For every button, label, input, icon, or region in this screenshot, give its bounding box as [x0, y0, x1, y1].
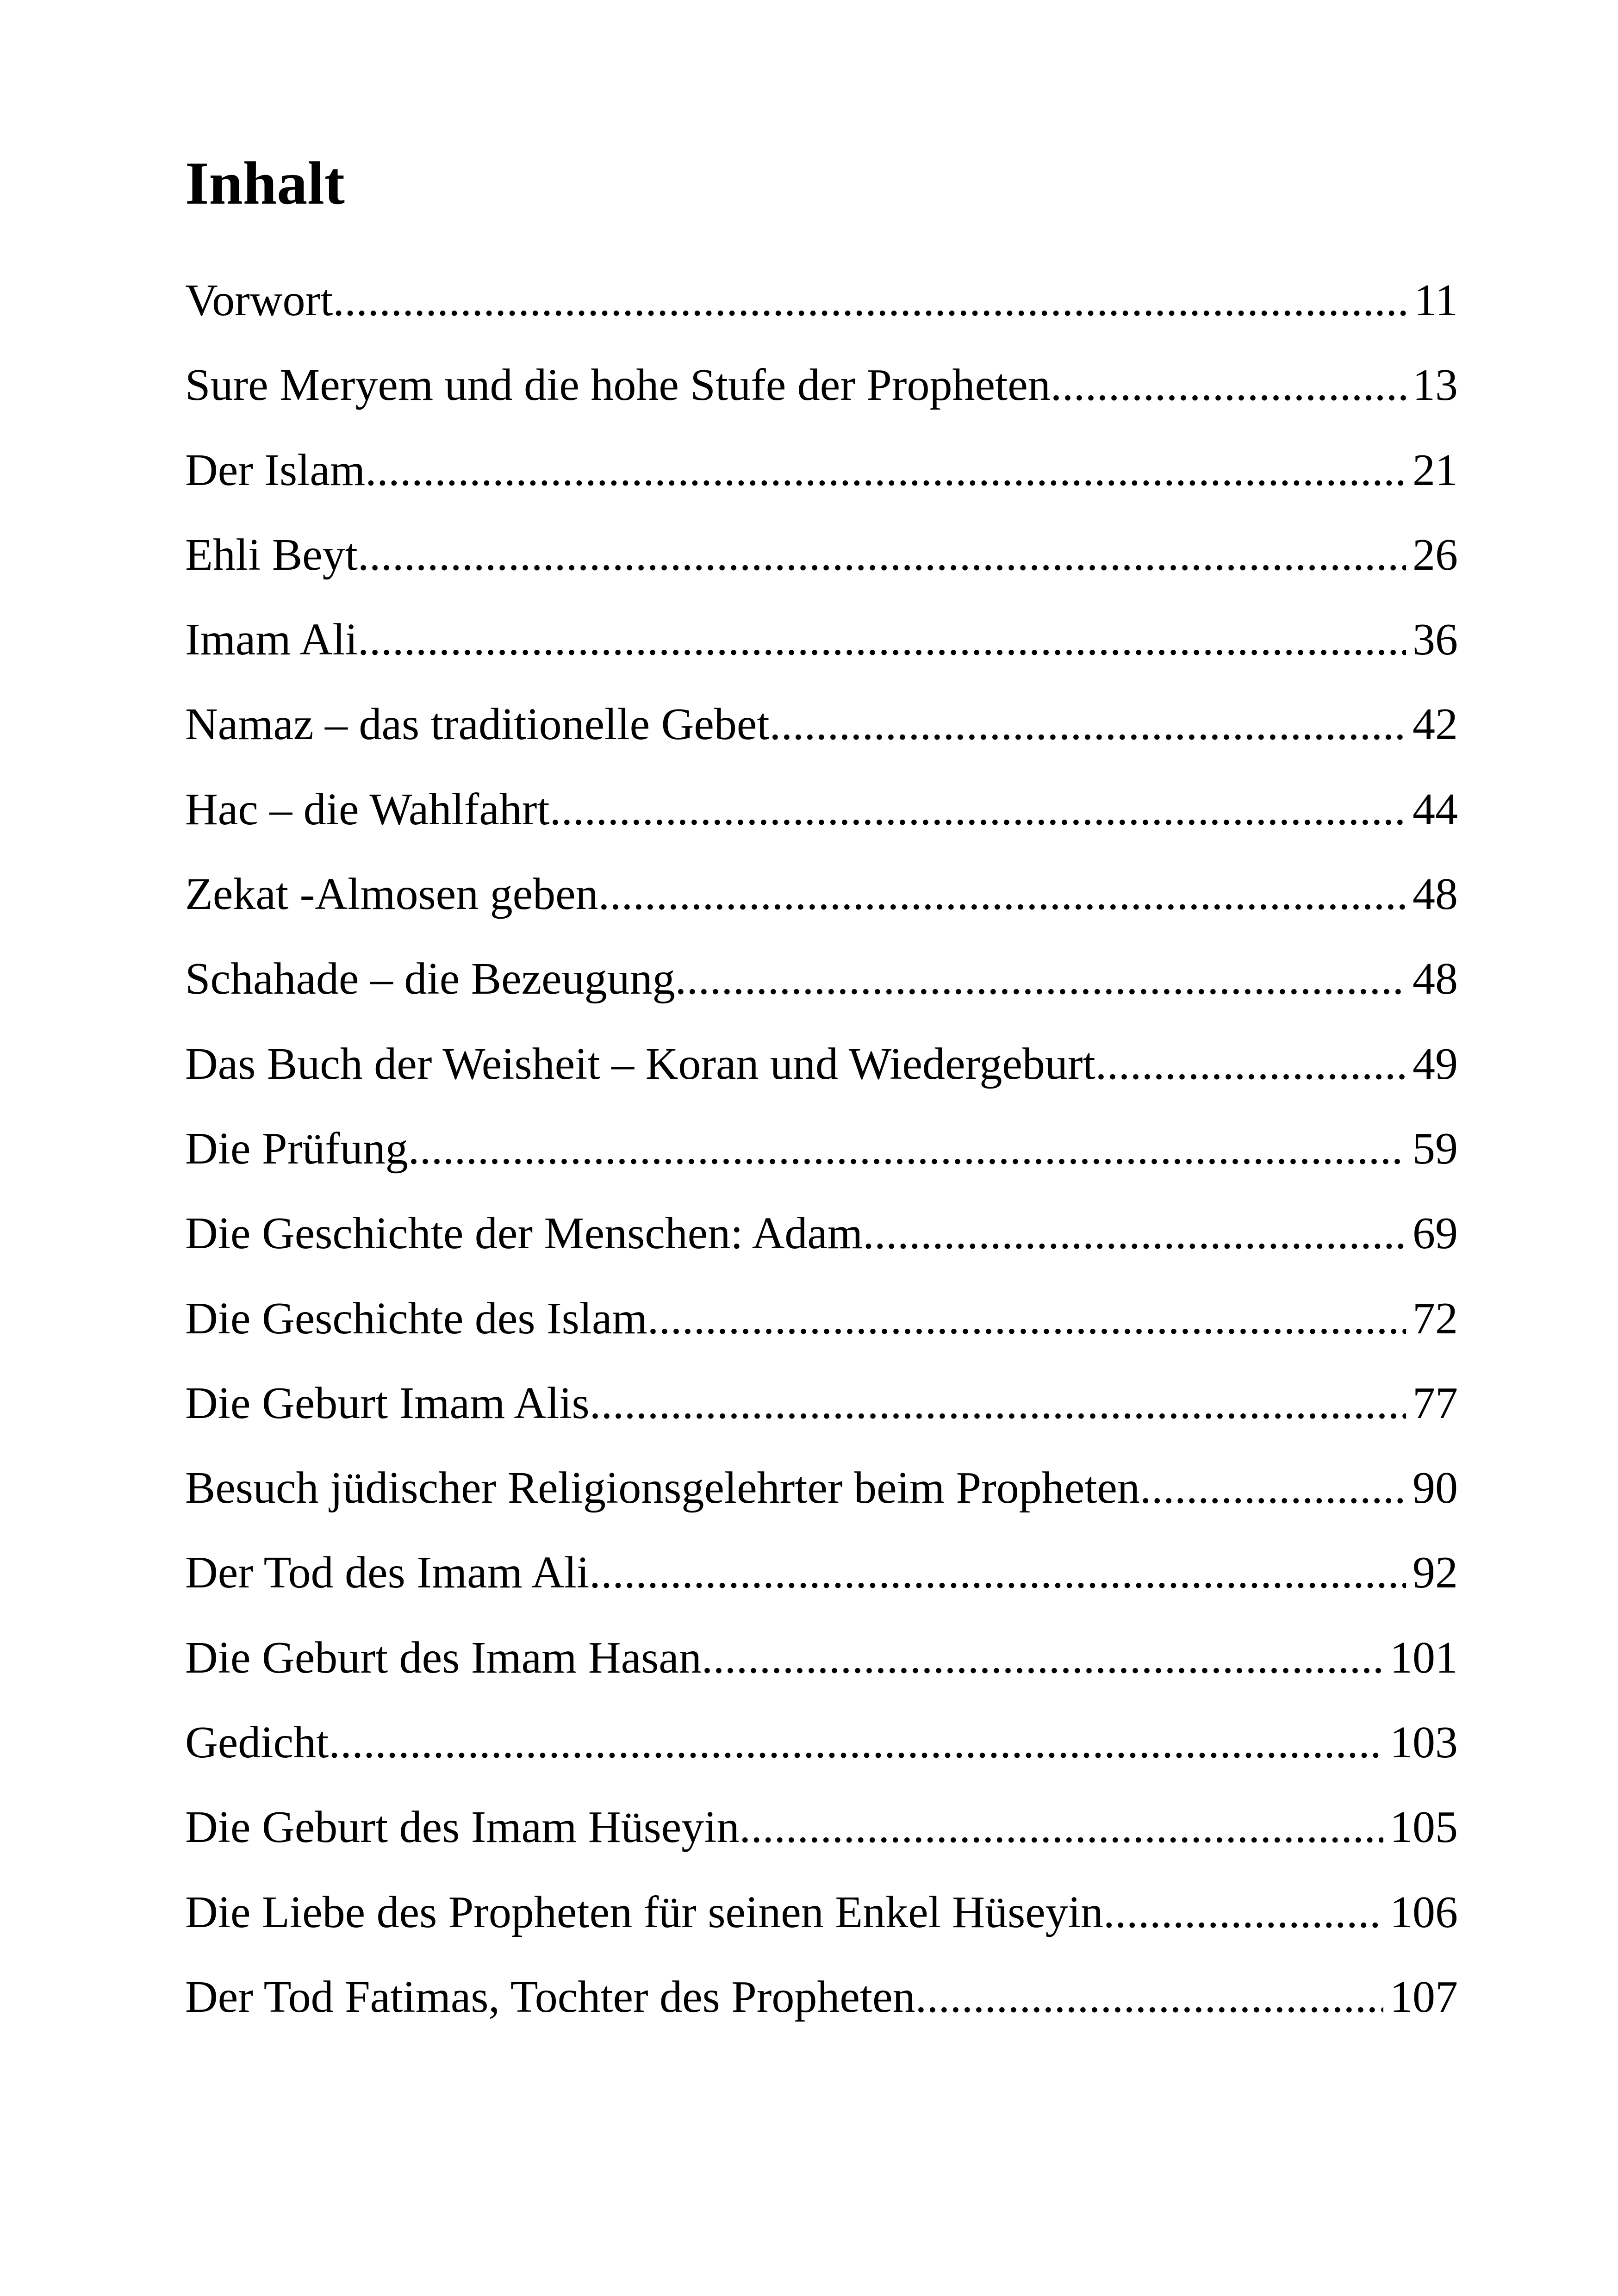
toc-entry-title: Sure Meryem und die hohe Stufe der Propheten: [185, 360, 1051, 411]
toc-entry-title: Besuch jüdischer Religionsgelehrter beim Propheten: [185, 1463, 1140, 1513]
toc-entry: [185, 1378, 1458, 1465]
toc-entry-title: Der Islam: [185, 445, 366, 495]
toc-dot-leader: [770, 702, 1406, 747]
toc-entry-page: 72: [1413, 1293, 1458, 1344]
toc-dot-leader: [358, 617, 1406, 662]
toc-entry-page: 101: [1390, 1632, 1458, 1683]
toc-entry-page: 59: [1413, 1123, 1458, 1174]
toc-entry-page: 103: [1390, 1717, 1458, 1768]
toc-entry: [185, 1974, 1458, 2059]
toc-entry-title: Ehli Beyt: [185, 529, 358, 580]
toc-entry: [185, 1123, 1458, 1211]
toc-entry-page: 90: [1413, 1463, 1458, 1513]
toc-entry-page: 26: [1413, 529, 1458, 580]
toc-entry-title: Die Geburt des Imam Hasan: [185, 1632, 702, 1683]
toc-dot-leader: [1095, 1041, 1406, 1087]
toc-entry: [185, 1804, 1458, 1889]
toc-entry-page: 92: [1413, 1548, 1458, 1598]
toc-entry: [185, 1887, 1458, 1974]
toc-entry: [185, 275, 1458, 362]
toc-entry-title: Der Tod Fatimas, Tochter des Propheten: [185, 1972, 915, 2022]
toc-entry: [185, 1041, 1458, 1126]
document-page: [185, 149, 1458, 2022]
toc-entry-page: 36: [1413, 615, 1458, 665]
toc-entry-title: Vorwort: [185, 275, 333, 325]
toc-entry-title: Die Geburt des Imam Hüseyin: [185, 1802, 740, 1853]
toc-dot-leader: [329, 1720, 1383, 1765]
toc-entry-title: Die Geschichte des Islam: [185, 1293, 647, 1344]
toc-entry-title: Die Geschichte der Menschen: Adam: [185, 1208, 863, 1259]
toc-entry-title: Gedicht: [185, 1717, 329, 1768]
toc-dot-leader: [702, 1635, 1383, 1680]
toc-entry-title: Der Tod des Imam Ali: [185, 1548, 590, 1598]
toc-entry-page: 106: [1390, 1887, 1458, 1937]
toc-dot-leader: [408, 1126, 1406, 1171]
toc-entry-title: Hac – die Wahlfahrt: [185, 784, 550, 834]
toc-entry: [185, 445, 1458, 532]
toc-dot-leader: [333, 278, 1407, 323]
toc-entry-title: Das Buch der Weisheit – Koran und Wiedergeburt: [185, 1039, 1095, 1089]
toc-entry-page: 49: [1413, 1039, 1458, 1089]
toc-entry-page: 11: [1414, 275, 1458, 325]
toc-dot-leader: [550, 787, 1406, 832]
toc-entry-page: 48: [1413, 954, 1458, 1004]
toc-entry: [185, 1465, 1458, 1550]
toc-dot-leader: [358, 532, 1406, 578]
toc-entry: [185, 784, 1458, 871]
toc-entry: [185, 699, 1458, 786]
toc-entry: [185, 1550, 1458, 1635]
toc-entry-title: Die Geburt Imam Alis: [185, 1378, 590, 1428]
toc-dot-leader: [365, 448, 1406, 493]
toc-entry-title: Namaz – das traditionelle Gebet: [185, 699, 770, 750]
toc-entry-title: Imam Ali: [185, 615, 358, 665]
toc-entry: [185, 1293, 1458, 1381]
toc-entry-page: 107: [1390, 1972, 1458, 2022]
page-title: Inhalt: [185, 149, 345, 217]
toc-entry: [185, 617, 1458, 702]
toc-entry: [185, 362, 1458, 447]
toc-entry-page: 77: [1413, 1378, 1458, 1428]
toc-entry: [185, 1632, 1458, 1720]
toc-dot-leader: [589, 1550, 1406, 1595]
toc-entry-page: 42: [1413, 699, 1458, 750]
toc-entry-page: 44: [1413, 784, 1458, 834]
toc-entry: [185, 1717, 1458, 1804]
toc-entry-page: 105: [1390, 1802, 1458, 1853]
toc-entry-title: Zekat -Almosen geben: [185, 869, 598, 920]
toc-dot-leader: [647, 1296, 1406, 1341]
toc-dot-leader: [675, 956, 1406, 1002]
toc-entry-page: 21: [1413, 445, 1458, 495]
toc-entry-title: Die Liebe des Propheten für seinen Enkel Hüseyin: [185, 1887, 1103, 1937]
toc-entry-title: Die Prüfung: [185, 1123, 408, 1174]
toc-dot-leader: [863, 1211, 1406, 1256]
toc-dot-leader: [740, 1804, 1384, 1850]
toc-entry-title: Schahade – die Bezeugung: [185, 954, 675, 1004]
toc-entry: [185, 1208, 1458, 1295]
toc-entry-page: 69: [1413, 1208, 1458, 1259]
toc-entry: [185, 871, 1458, 956]
toc-dot-leader: [1140, 1465, 1406, 1511]
toc-entry-page: 13: [1413, 360, 1458, 411]
toc-dot-leader: [1051, 362, 1406, 408]
toc-entry: [185, 956, 1458, 1041]
toc-entry-page: 48: [1413, 869, 1458, 920]
toc-dot-leader: [590, 1381, 1406, 1426]
toc-dot-leader: [598, 871, 1406, 917]
table-of-contents: [185, 275, 1458, 2059]
toc-dot-leader: [915, 1974, 1383, 2020]
toc-entry: [185, 529, 1458, 617]
toc-dot-leader: [1103, 1890, 1383, 1935]
